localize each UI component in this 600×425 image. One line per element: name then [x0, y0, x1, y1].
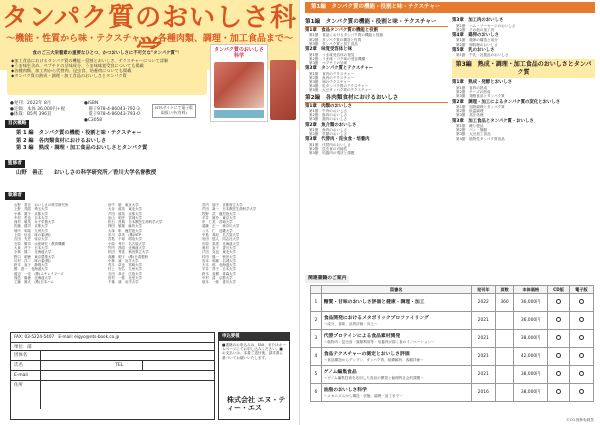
format-circle [548, 312, 570, 330]
cell-text: 6 [314, 390, 318, 395]
toc-section: 第3節 高圧処理 [456, 113, 484, 118]
author-entry: 工藤 雄大 (株)日本ハム [14, 280, 54, 285]
circle-icon [556, 317, 561, 322]
address-field[interactable] [41, 381, 214, 409]
toc-chapter: 第4章 鶏卵のおいしさ [452, 32, 499, 38]
author-entry: 畑中 和哉 九州大学 [14, 228, 48, 233]
table-header: 電子版 [569, 286, 593, 294]
toc-chapter: 第1章 食品タンパク質の機能と役割 [305, 27, 378, 33]
toc-section: 第1節 食肉のテクスチャー [309, 71, 355, 76]
toc-label: 目次概略 [5, 120, 29, 128]
table-header: CD版 [548, 286, 570, 294]
author-entry: 村上 安弘 九州大学 [108, 267, 142, 272]
author-entry: 八木 仁 近畿大学 [202, 228, 233, 233]
table-cell [311, 348, 322, 366]
price: ●定価：本体 36,000円+税 [10, 106, 66, 112]
nts-notice: NTSサイトにて電子版取扱い中(有料) [152, 104, 196, 118]
toc-part: 第3編 熟成・調理・加工食品のおいしさとタンパク質 [452, 59, 595, 78]
author-entry: 中村 哲也 日本大学 [14, 215, 48, 220]
table-cell [311, 312, 322, 330]
toc-section: 第5節 大豆タンパク質のテクスチャー [309, 88, 372, 93]
author-entry: 遠藤 正一 神奈川大学 [202, 224, 240, 229]
book-subtitle: ～ゲノム編集技術を応用した食品の開発と倫理的社会的課題～ [323, 375, 424, 380]
toc-section: 第3節 大豆加工食品 [456, 132, 491, 137]
table-cell [471, 312, 495, 330]
table-row [311, 312, 594, 330]
table-cell [495, 366, 513, 384]
author-column [14, 203, 104, 285]
table-cell [514, 348, 548, 366]
circle-icon [556, 371, 561, 376]
format-circle [569, 294, 593, 312]
cell-text: 38,000円 [520, 390, 541, 395]
table-cell [471, 384, 495, 402]
author-entry: 芦田 政英 京都大学 [108, 211, 142, 216]
toc-section: 第2節 パン・麺類 [456, 128, 488, 133]
toc-section: 第3節 鶏肉のおいしさ [309, 117, 348, 122]
toc-section: 第1節 加熱調理とタンパク質 [456, 105, 505, 109]
toc-section: 第3節 卵のテクスチャー [309, 79, 351, 84]
toc-chapter: 第3章 代替肉・昆虫食・培養肉 [305, 137, 370, 143]
circle-icon [579, 299, 584, 304]
author-entry: 岩本 和雄 名城大学 [202, 258, 236, 263]
table-cell [514, 330, 548, 348]
order-guide [218, 332, 290, 420]
cell-text: 38,000円 [520, 372, 541, 377]
author-entry: 押田 敏雄 麻布大学 [108, 224, 142, 229]
toc-section: 第2節 豚肉のおいしさ [309, 113, 348, 118]
toc-summary [16, 130, 147, 153]
table-cell [471, 348, 495, 366]
cell-text: 食品テクスチャーの測定とおいしさ評価 [323, 351, 410, 357]
book-subtitle: ～成分、食味、品質評価・向上～ [323, 321, 378, 326]
related-books-table [310, 285, 594, 402]
toc-chapter: 第3章 加工肉のおいしさ [452, 18, 504, 23]
field-label-address: 住所 [11, 381, 41, 409]
cell-text: 代替プロテインによる食品素材開発 [323, 333, 401, 339]
intro-box [7, 49, 207, 95]
cell-text: 3 [314, 336, 318, 341]
table-cell [514, 294, 548, 312]
field-label-org: 団体名 [11, 351, 41, 360]
circle-icon [579, 317, 584, 322]
table-cell [311, 330, 322, 348]
publish-date: ●発刊：2022年 8月 [10, 101, 52, 106]
toc-chapter: 第2章 調理・加工によるタンパク質の変化とおいしさ [452, 99, 561, 105]
toc-section: 第3節 タンパク質と加工食品 [309, 41, 358, 46]
table-row [311, 330, 594, 348]
author-entry: 宮島 千尋 明治大学 [108, 237, 142, 242]
author-entry: 宮内 朋子 京都府立大学 [202, 203, 243, 207]
cover-photo [214, 62, 264, 108]
author-entry: 田中 聡 東京大学 [108, 203, 139, 207]
author-entry: 小原 秀行 名古屋大学 [108, 241, 146, 246]
format-circle [548, 366, 570, 384]
author-entry: 大木 郁 北海道大学 [202, 263, 236, 268]
order-guide-title: 申込要領 [219, 333, 289, 341]
toc-section: 第1節 牛肉のおいしさ [309, 109, 348, 114]
author-entry: 茂木 卓也 宮崎大学 [108, 263, 142, 268]
circle-icon [556, 353, 561, 358]
intro-point: ◆加工食品におけるタンパク質の機能・役割とおいしさ、テクスチャーについて詳解 [11, 57, 169, 63]
meat-image [270, 60, 296, 120]
cell-text: 5 [314, 372, 318, 377]
author-entry: 平井 雄介 東京大学 [202, 215, 236, 220]
cell-text: ゲノム編集食品 [323, 369, 357, 375]
author-entry: 戸田 克也 東北大学 [202, 250, 236, 255]
table-header: 発刊年 [471, 286, 495, 294]
circle-icon [556, 389, 561, 394]
toc-section: 第3節 培養肉の現状と課題 [309, 151, 355, 156]
table-cell [495, 294, 513, 312]
book-title-cell [321, 366, 471, 384]
author-entry: 大谷 政英 東北大学 [108, 207, 142, 212]
book-title: タンパク質のおいしさ科 [1, 3, 298, 33]
book-title-cell [321, 312, 471, 330]
toc-section: 第2節 昆虫食の可能性 [309, 147, 348, 152]
circle-icon [556, 335, 561, 340]
table-header: 頁数 [495, 286, 513, 294]
author-entry: 岩山 明史 宮城大学 [108, 215, 142, 220]
table-cell [311, 366, 322, 384]
table-row [311, 294, 594, 312]
org-field[interactable] [41, 351, 214, 360]
author-entry: 松田 秀喜 秋田県立大学 [108, 250, 149, 255]
book-subtitle: ～メカニズムから構造・状態、調理・加工まで～ [323, 393, 403, 398]
supervisor-label: 監修者 [5, 160, 25, 168]
cell-text: 2022 [477, 300, 489, 305]
author-entry: 市原 真美 北海道大学 [202, 241, 240, 246]
author-column [202, 203, 292, 285]
format-circle [569, 366, 593, 384]
format-circle [569, 384, 593, 402]
name-field[interactable] [41, 361, 113, 370]
table-cell [311, 384, 322, 402]
format-circle [548, 330, 570, 348]
author-entry: 竹内 昌昭 北海道大学 [108, 245, 146, 250]
table-cell [514, 366, 548, 384]
author-entry: 吉田 充史 帝京大学 [14, 237, 48, 242]
cell-text: 36,000円 [520, 300, 541, 305]
circle-icon [579, 389, 584, 394]
circle-icon [579, 353, 584, 358]
isbn-label: ●ISBN [84, 101, 99, 106]
toc-part: 第2編 各肉類食材におけるおいしさ [305, 95, 448, 103]
publisher-logo: 株式会社 エヌ・ティー・エス [227, 395, 286, 413]
author-entry: 國 香一 北海道大学 [14, 267, 48, 272]
cell-text: 2016 [477, 390, 489, 395]
table-cell [495, 348, 513, 366]
cell-text: 36,000円 [520, 318, 541, 323]
author-entry: 千葉 誠 岩手大学 [108, 280, 139, 285]
intro-point: ◆タンパク質の熱成・調理・加工食品のおいしさとタンパク質 [11, 73, 127, 79]
author-entry: 渡辺 一光 (株)ニチレイフーズ [14, 271, 64, 276]
table-header: 本体価格 [514, 286, 548, 294]
author-entry: 山野 善正 おいしさの科学研究所 [14, 203, 69, 207]
format-circle [548, 348, 570, 366]
table-cell [514, 384, 548, 402]
toc-section: 第4節 植物性タンパク質食品 [456, 136, 505, 141]
copyright: ©CO.無断転載禁 [566, 417, 594, 422]
toc-column-left [305, 17, 448, 156]
toc-section: 第2節 タンパク質の構造と性質 [309, 37, 362, 42]
table-row [311, 366, 594, 384]
toc-section: 第1節 魚肉のおいしさ [309, 128, 348, 133]
author-entry: 鈴木 直子 静岡大学 [14, 263, 48, 268]
circle-icon [556, 299, 561, 304]
book-subtitle: ～食品構造からデンプン、タンパク質、咀嚼解析、客観評価～ [323, 357, 424, 362]
format-circle [548, 294, 570, 312]
toc-column-right [452, 17, 595, 141]
toc-chapter: 第3章 タンパク質とテクスチャー [305, 66, 374, 72]
toc-section: 第2節 魚肉のテクスチャー [309, 75, 355, 80]
toc-chapter: 第1章 肉類のおいしさ [305, 103, 352, 109]
toc-part: 第1編 タンパク質の機能・役割と味・テクスチャー [305, 19, 448, 27]
author-entry: 坂本 一郎 香川大学 [202, 280, 236, 285]
toc-section: 第1節 食品におけるタンパク質の機能と役割 [309, 33, 383, 38]
format-circle [548, 384, 570, 402]
toc-section: 第3節 ペプチドの呈味 [309, 60, 348, 65]
author-entry: 西邑 隆徳 北海道大学 [14, 276, 52, 281]
format-circle [569, 348, 593, 366]
toc-section: 第1節 ハム・ソーセージのおいしさ [456, 23, 516, 28]
order-form [10, 332, 215, 420]
toc-section: 第1節 牛乳・乳製品のおいしさ [456, 53, 509, 58]
book-subtitle: ～植物肉・昆虫食・藻類利用等・培養肉が描く食のイノベーション～ [323, 339, 435, 344]
book-title-cell [321, 330, 471, 348]
author-entry: 小林 誠 岩手大学 [108, 258, 139, 263]
book-subtitle: ～機能・性質から味・テクスチャー、各種肉類、調理・加工食品まで～ [6, 34, 293, 44]
intro-lead: 食のご三大栄養素の重要なひとつ、かつおいしさに不可欠な"タンパク質"！ [32, 51, 182, 56]
author-entry: 芦田 新一 日本獣医生命科学大学 [202, 207, 257, 212]
author-entry: 市川 卓実 (株)NTP [108, 233, 142, 238]
book-info [10, 101, 210, 124]
intro-point: ◆各種肉類、加工肉から代替肉、昆虫食、培養肉についても掲載 [11, 68, 132, 73]
cell-text: 糖質・甘味のおいしさ評価と健康・調理・加工 [323, 299, 425, 305]
table-cell [495, 330, 513, 348]
isbn-digital: 電子978-4-86043-793-0 [84, 112, 140, 117]
field-label-tel: TEL [113, 361, 143, 370]
toc-section: 第2節 チーズの熟成 [456, 90, 491, 95]
toc-page [300, 0, 600, 425]
class-code: ●C3058 [84, 117, 103, 123]
table-cell [514, 312, 548, 330]
author-entry: 石田 恭正 広島大学 [108, 271, 142, 276]
author-entry: 野口 明徳 東京農業大学 [14, 254, 55, 259]
toc-item: 第 1 編 タンパク質の機能・役割と味・テクスチャー [16, 130, 142, 136]
author-entry: 平井 啓子 日本大学 [202, 267, 236, 272]
isbn-print: 冊子978-4-86043-792-3 [84, 106, 140, 112]
cover-title: タンパク質のおいしさ科学 [214, 47, 264, 59]
toc-section: 第1節 食肉の熟成 [456, 85, 488, 90]
tel-field[interactable] [143, 361, 215, 370]
author-column [108, 203, 198, 285]
toc-section: 第2節 低温調理 [456, 109, 484, 114]
toc-section: 第1節 練り製品 [456, 124, 484, 129]
cell-text: 2 [314, 318, 318, 323]
format-circle [569, 312, 593, 330]
cell-text: 2021 [477, 336, 489, 341]
table-header: 図書名 [321, 286, 471, 294]
email-field[interactable] [41, 371, 214, 380]
author-entry: 上野 茂昭 埼玉大学 [14, 207, 48, 212]
author-entry: 高瀬 明子 (株)日清製粉 [108, 254, 148, 259]
table-row [311, 348, 594, 366]
author-entry: 川村 洋二 味の素(株) [14, 258, 51, 263]
toc-section: 第2節 貝類のおいしさ [309, 132, 348, 137]
cell-text: 食品開発におけるメタボリックプロファイリング [323, 315, 429, 321]
format-circle [569, 330, 593, 348]
author-entry: 田村 一郎 北里大学 [108, 276, 142, 281]
field-label-email: E-mail [11, 371, 41, 380]
table-row [311, 384, 594, 402]
table-cell [471, 294, 495, 312]
author-entry: 西村 敏英 女子栄養大学 [14, 220, 55, 225]
book-title-cell [321, 348, 471, 366]
order-guide-body: ■書籍のお申込みは、FAX、またはホームページにてお申し込みください。■お支払いは、本書ご送付後、請求書に基づいてお願いいたします。 [222, 342, 286, 360]
author-entry: 鈴木 直樹 青森大学 [202, 271, 236, 276]
table-cell [471, 366, 495, 384]
author-entry: 岩田 悠人 同志社大学 [202, 237, 240, 242]
author-entry: 大塚 彰 鹿児島大学 [108, 228, 142, 233]
cell-text: 4 [314, 354, 318, 359]
author-entry: 小林 慶子 京都大学 [14, 211, 48, 216]
cell-text: 360 [500, 300, 509, 305]
toc-header: 第1編 タンパク質の機能・役割と味・テクスチャー [305, 2, 595, 13]
cover-band [214, 110, 264, 118]
supervisor: 山野 善正 おいしさの科学研究所／香川大学名誉教授 [16, 170, 157, 176]
cell-text: 2021 [477, 318, 489, 323]
author-entry: 牧野 武 鹿児島大学 [202, 211, 236, 216]
book-title-cell [321, 294, 471, 312]
author-entry: 村田 健一 秋田大学 [202, 254, 236, 259]
intro-point: ◆うま味を含め、ペプチドの呈味成分、うま味味覚受容についても掲載 [11, 62, 144, 68]
table-cell [471, 330, 495, 348]
authors-label: 執筆者 [5, 192, 25, 200]
circle-icon [579, 335, 584, 340]
author-entry: 大泉 淳子 日本大学 [14, 245, 48, 250]
cell-text: 38,000円 [520, 336, 541, 341]
toc-section: 第1節 うま味受容体の発見 [309, 52, 355, 57]
cell-text: 油脂のおいしさ科学 [323, 387, 367, 393]
table-cell [311, 294, 322, 312]
author-entry: 岸 仁美 宮崎大学 [202, 220, 233, 225]
circle-icon [579, 371, 584, 376]
toc-chapter: 第2章 魚介類のおいしさ [305, 122, 357, 128]
format: ●体裁：B5判 396頁 [10, 112, 52, 117]
toc-chapter: 第3章 加工食品とタンパク質・おいしさ [452, 118, 534, 124]
table-header [311, 286, 322, 294]
author-entry: 石原 賢司 水産研究・教育機構 [14, 241, 65, 246]
author-entry: 奥村 直子 香川大学 [202, 245, 236, 250]
cell-text: 2021 [477, 354, 489, 359]
toc-section: 第1節 代替肉のおいしさ [309, 142, 351, 147]
author-entry: 中村 清 京都大学 [202, 276, 233, 281]
toc-section: 第2節 うま味・コク味の受容機構 [309, 56, 366, 61]
table-cell [495, 384, 513, 402]
toc-chapter: 第1章 熟成・発酵とおいしさ [452, 80, 513, 86]
field-label-name: 氏名 [11, 361, 41, 370]
author-list [14, 203, 294, 285]
related-books-label: 関連書籍のご案内 [305, 275, 349, 283]
toc-item: 第 2 編 各肉類食材におけるおいしさ [16, 137, 107, 144]
cell-text: 1 [314, 300, 318, 305]
order-unit: 単位：部 [14, 345, 32, 350]
table-cell [495, 312, 513, 330]
author-entry: 上原 信也 味の素(株) [14, 233, 51, 238]
order-contact: FAX: 03-5224-5407 E-mail: eigyo@nts-book.co.jp [11, 333, 214, 343]
book-title-cell [321, 384, 471, 402]
cell-text: 42,000円 [520, 354, 541, 359]
toc-section: 第2節 卵料理のおいしさ [456, 42, 498, 47]
author-entry: 松石 昌典 日本獣医生命科学大学 [108, 220, 163, 225]
author-entry: 中島 真紀 名古屋大学 [202, 233, 240, 238]
toc-chapter: 第2章 味覚受容体と味 [305, 47, 352, 53]
toc-item: 第 3 編 熟成・調理・加工食品のおいしさとタンパク質 [16, 145, 148, 151]
author-entry: 小林 健二 北海道大学 [14, 250, 52, 255]
toc-chapter: 第5章 乳のおいしさ [452, 47, 495, 53]
author-entry: 佐藤 健司 京都大学 [14, 224, 48, 229]
book-cover [210, 44, 268, 122]
toc-section: 第3節 発酵食品とタンパク質 [456, 94, 505, 99]
toc-section: 第4節 乳タンパク質のテクスチャー [309, 84, 369, 89]
toc-section: 第1節 鶏卵の構造と成分 [456, 38, 498, 43]
cell-text: 2021 [477, 372, 489, 377]
toc-section: 第2節 その他の加工肉 [456, 27, 495, 32]
